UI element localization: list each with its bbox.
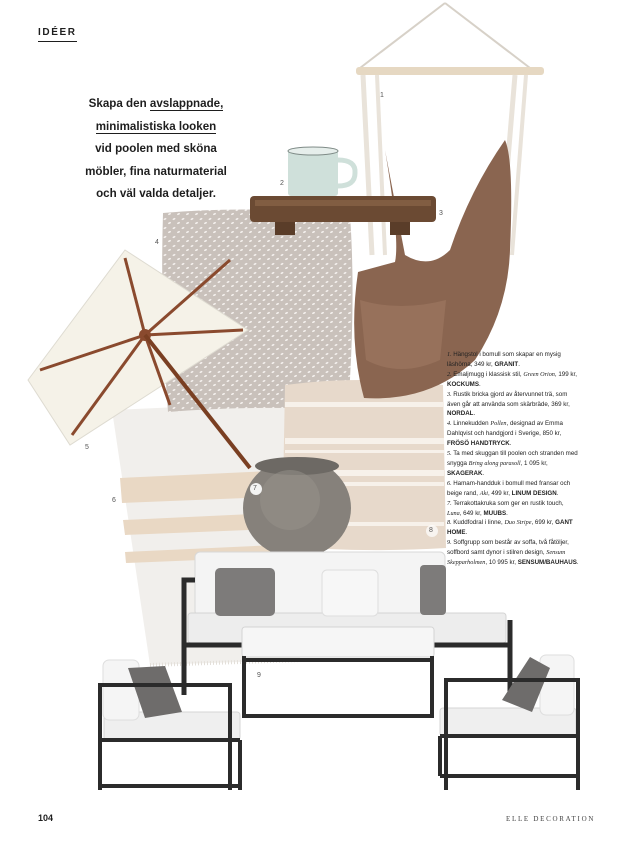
item-number-4: 4: [155, 239, 159, 246]
page-number: 104: [38, 813, 54, 823]
caption-text2: , designad av Emma Dahlqvist och handgjord i Sverige, 850 kr,: [447, 420, 563, 438]
caption-item: [447, 538, 579, 568]
caption-brand: SKAGERAK: [447, 469, 483, 477]
armchair-left: [100, 660, 240, 790]
caption-text: Terrakottakruka som ger en rustik touch,: [453, 499, 564, 507]
caption-text: Hamam-handduk i bomull med fransar och beige rand,: [447, 479, 571, 497]
caption-number: 2.: [447, 370, 454, 378]
item-number-6: 6: [112, 497, 116, 504]
caption-end: .: [556, 489, 559, 497]
caption-end: .: [509, 440, 512, 448]
caption-number: 7.: [447, 499, 454, 507]
enamel-mug: [288, 147, 355, 196]
caption-end: .: [465, 529, 468, 537]
caption-text2: , 1 095 kr,: [520, 459, 548, 467]
caption-number: 6.: [447, 479, 454, 487]
caption-brand: SENSUM/BAUHAUS: [517, 559, 577, 567]
caption-end: .: [506, 509, 508, 517]
caption-number: 9.: [447, 539, 454, 547]
caption-text: Emaljmugg i klassisk stil,: [453, 370, 524, 378]
caption-text2: , 199 kr,: [554, 370, 577, 378]
caption-brand: LINUM DESIGN: [511, 489, 557, 497]
caption-item: [447, 419, 579, 449]
intro-underlined-2: minimalistiska looken: [95, 119, 217, 133]
item-number-2: 2: [280, 180, 284, 187]
caption-number: 1.: [447, 351, 454, 358]
sofa: [184, 552, 510, 716]
caption-number: 3.: [447, 390, 454, 398]
item-number-9: 9: [257, 672, 261, 679]
caption-italic: Aki: [479, 489, 488, 497]
caption-item: [447, 370, 579, 390]
caption-text2: , 499 kr,: [487, 489, 512, 497]
intro-underlined-1: avslappnade,: [149, 97, 224, 110]
caption-italic: Pollen: [490, 420, 507, 428]
caption-brand: NORDAL: [447, 410, 474, 418]
section-label: IDÉER: [38, 27, 77, 42]
caption-end: .: [482, 469, 485, 477]
caption-italic: Sensum Skepparholmen: [447, 549, 566, 567]
caption-brand: GRANIT: [494, 360, 519, 368]
intro-line-1: Skapa den: [88, 97, 150, 110]
caption-italic: Duo Stripe: [504, 519, 532, 527]
caption-brand: MUUBS: [483, 509, 507, 517]
caption-text: Soffgrupp som består av soffa, två fåtöljer, soffbord samt dynor i stilren design,: [447, 539, 569, 557]
caption-item: [447, 390, 579, 420]
caption-item: [447, 518, 579, 538]
caption-text: Rustik bricka gjord av återvunnet trä, som även går att använda som skärbräde, 369 kr,: [447, 390, 570, 408]
caption-end: .: [478, 380, 481, 388]
caption-text: Linnekudden: [453, 420, 491, 428]
intro-line-3: vid poolen med sköna: [95, 142, 217, 156]
caption-number: 8.: [447, 519, 454, 527]
item-number-1: 1: [380, 92, 384, 99]
caption-brand: FRÖSÖ HANDTRYCK: [447, 440, 510, 448]
caption-italic: Bring along parasoll: [468, 459, 521, 467]
caption-end: .: [518, 360, 520, 368]
caption-italic: Green Orion: [523, 370, 555, 378]
caption-item: [447, 499, 579, 519]
caption-number: 5.: [447, 450, 454, 458]
caption-text: Hängstol i bomull som skapar en mysig läshörna, 349 kr,: [447, 351, 561, 368]
caption-brand: GANT HOME: [447, 519, 573, 537]
caption-list: [447, 350, 579, 568]
caption-italic: Luna: [447, 509, 460, 517]
caption-text: Kuddfodral i linne,: [453, 519, 505, 527]
item-number-5: 5: [85, 444, 89, 451]
caption-item: [447, 449, 579, 479]
caption-item: [447, 479, 579, 499]
intro-line-5: och väl valda detaljer.: [96, 187, 216, 201]
caption-end: .: [473, 410, 476, 418]
caption-text2: , 649 kr,: [459, 509, 484, 517]
item-number-7: 7: [253, 485, 257, 492]
caption-text2: , 10 995 kr,: [485, 559, 518, 567]
caption-text2: , 699 kr,: [531, 519, 556, 527]
caption-end: .: [576, 559, 579, 567]
item-number-3: 3: [439, 210, 443, 217]
caption-number: 4.: [447, 420, 454, 428]
intro-line-4: möbler, fina naturmaterial: [85, 164, 227, 178]
magazine-name: ELLE DECORATION: [506, 815, 596, 823]
item-number-8: 8: [429, 527, 433, 534]
caption-item: [447, 350, 579, 370]
caption-brand: KOCKUMS: [447, 380, 479, 388]
caption-text: Ta med skuggan till poolen och stranden med snygga: [447, 450, 578, 467]
